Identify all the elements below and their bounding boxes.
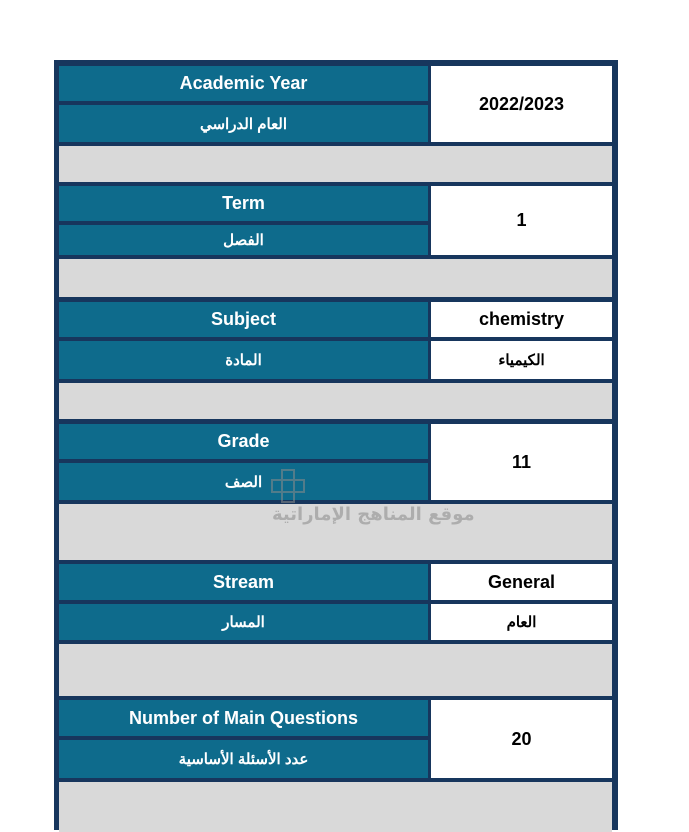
spacer-row bbox=[59, 644, 612, 696]
label-grade-ar: الصف bbox=[59, 463, 428, 500]
label-academic-year-ar: العام الدراسي bbox=[59, 105, 428, 142]
value-stream-ar: العام bbox=[431, 604, 612, 640]
value-academic-year: 2022/2023 bbox=[431, 66, 612, 142]
label-stream: Stream bbox=[59, 564, 428, 600]
info-table bbox=[54, 60, 618, 830]
spacer-row bbox=[59, 504, 612, 560]
label-subject: Subject bbox=[59, 302, 428, 337]
spacer-row bbox=[59, 782, 612, 832]
spacer-row bbox=[59, 146, 612, 182]
value-subject: chemistry bbox=[431, 302, 612, 337]
label-subject-ar: المادة bbox=[59, 341, 428, 379]
value-term: 1 bbox=[431, 186, 612, 255]
value-grade: 11 bbox=[431, 424, 612, 500]
label-term-ar: الفصل bbox=[59, 225, 428, 255]
label-main-questions: Number of Main Questions bbox=[59, 700, 428, 736]
value-main-questions: 20 bbox=[431, 700, 612, 778]
watermark-text: موقع المناهج الإماراتية bbox=[272, 504, 475, 525]
label-main-questions-ar: عدد الأسئلة الأساسية bbox=[59, 740, 428, 778]
spacer-row bbox=[59, 259, 612, 297]
value-stream: General bbox=[431, 564, 612, 600]
label-term: Term bbox=[59, 186, 428, 221]
value-subject-ar: الكيمياء bbox=[431, 341, 612, 379]
label-grade: Grade bbox=[59, 424, 428, 459]
label-academic-year: Academic Year bbox=[59, 66, 428, 101]
label-stream-ar: المسار bbox=[59, 604, 428, 640]
spacer-row bbox=[59, 383, 612, 419]
